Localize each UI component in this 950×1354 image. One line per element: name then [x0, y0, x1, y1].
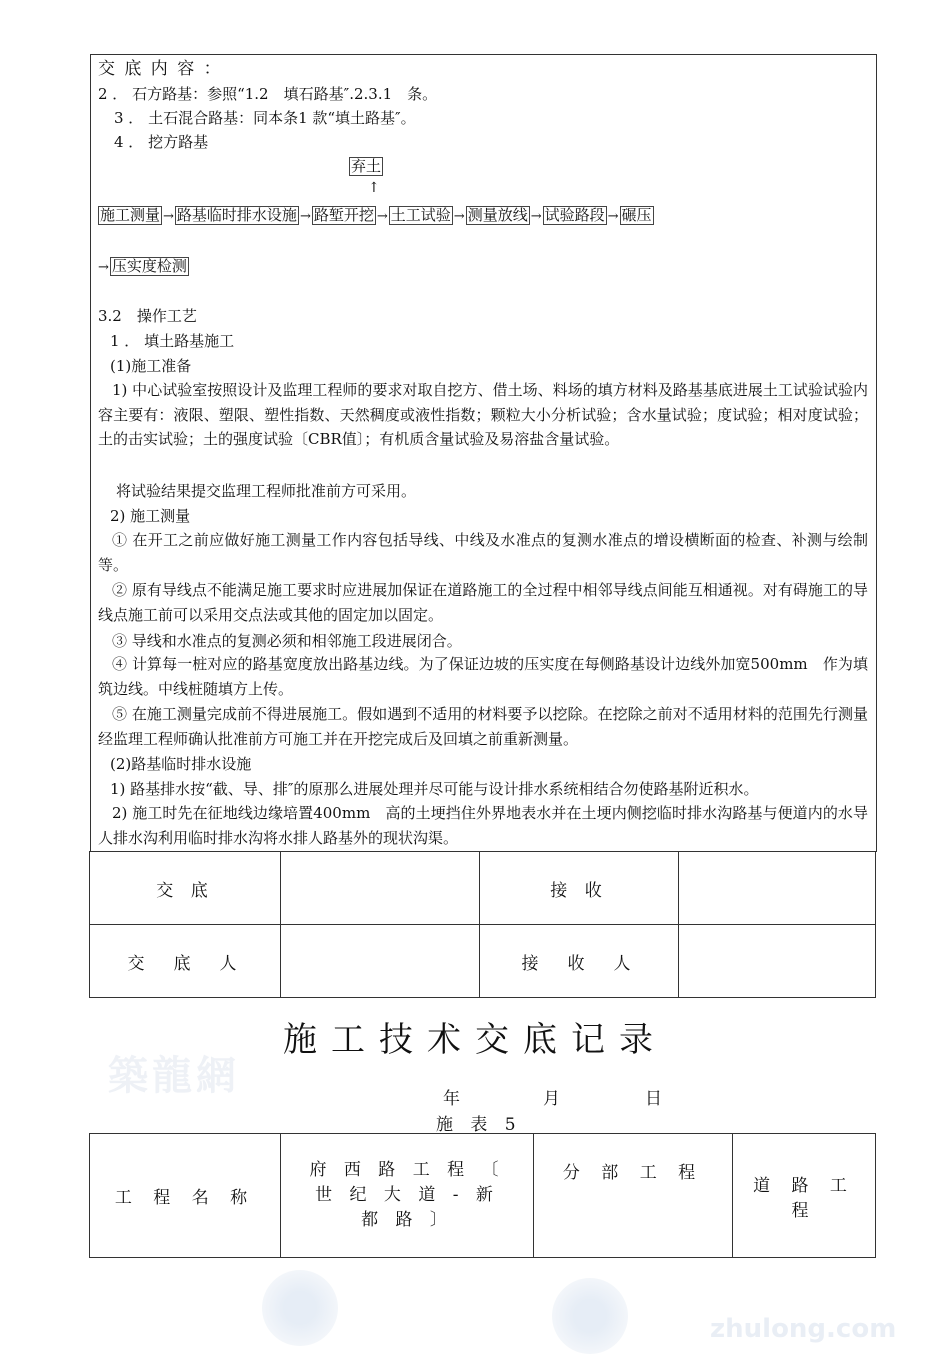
flow-spoil-box — [349, 157, 383, 176]
section-1: 1 ． 填土路基施工 — [110, 332, 235, 350]
watermark-logo-icon — [552, 1278, 628, 1354]
paragraph-test: 1) 中心试验室按照设计及监理工程师的要求对取自挖方、借土场、料场的填方材料及路基基底进展土工试验试验内容主要有：液限、塑限、塑性指数、天然稠度或液性指数；颗粒大小分析试验；含水量试验；度试验；相对度试验；土的击实试验；土的强度试验〔CBR值〕；有机质含量试验及易溶盐含量试验。 — [98, 381, 868, 449]
arrow-right-icon: → — [453, 209, 465, 224]
record-title: 施工技术交底记录 — [283, 1020, 667, 1060]
arrow-right-icon: → — [98, 260, 109, 275]
arrow-right-icon: → — [530, 209, 542, 224]
flow-step: 测量放线 — [467, 206, 528, 224]
subproject-value: 道 路 工 程 — [733, 1134, 876, 1258]
arrow-right-icon: → — [607, 209, 619, 224]
date-month: 月 — [543, 1089, 560, 1109]
signature-table — [89, 851, 876, 998]
handover-field[interactable] — [281, 852, 480, 925]
flow-step-spoil: 弃土 — [351, 157, 382, 175]
survey-item-3: ③ 导线和水准点的复测必须和相邻施工段进展闭合。 — [112, 632, 462, 650]
item-2: 2 ． 石方路基：参照“1.2 填石路基″.2.3.1 条。 — [98, 85, 438, 103]
watermark-url: zhulong.com — [710, 1314, 897, 1344]
section-3-2: 3.2 操作工艺 — [98, 307, 197, 325]
form-number: 施 表 5 — [436, 1115, 522, 1135]
flow-step: 碾压 — [621, 206, 652, 224]
item-3: 3 ． 土石混合路基：同本条1 款“填土路基″。 — [114, 109, 416, 127]
project-name-value: 府 西 路 工 程 〔 世 纪 大 道 - 新 都 路 〕 — [281, 1134, 534, 1258]
project-info-table — [89, 1133, 876, 1258]
item-4: 4 ． 挖方路基 — [114, 133, 209, 151]
watermark-logo-icon — [262, 1270, 338, 1346]
flow-chart — [98, 206, 654, 225]
flow-up-arrow-icon: ↑ — [368, 180, 380, 196]
flow-step: 土工试验 — [390, 206, 451, 224]
watermark-text: 築龍網 — [108, 1052, 240, 1099]
subsection-1: (1)施工准备 — [110, 357, 192, 375]
flow-step: 路基临时排水设施 — [176, 206, 297, 224]
flow-chart-continued — [98, 257, 189, 276]
flow-step: 试验路段 — [544, 206, 605, 224]
project-name-label: 工 程 名 称 — [90, 1134, 281, 1258]
receiver-label: 接 收 人 — [480, 925, 679, 998]
arrow-right-icon: → — [163, 209, 174, 224]
survey-item-2: ② 原有导线点不能满足施工要求时应进展加保证在道路施工的全过程中相邻导线点间能互相通视。对有碍施工的导线点施工前可以采用交点法或其他的固定加以固定。 — [98, 581, 868, 624]
flow-step: 路堑开挖 — [313, 206, 374, 224]
arrow-right-icon: → — [376, 209, 388, 224]
paragraph-test-result: 将试验结果提交监理工程师批准前方可采用。 — [116, 482, 417, 500]
receiver-field[interactable] — [679, 925, 876, 998]
drainage-item-1: 1) 路基排水按“截、导、排″的原那么进展处理并尽可能与设计排水系统相结合勿使路基附近积水。 — [110, 780, 759, 798]
subsection-survey: 2) 施工测量 — [110, 507, 191, 525]
subsection-drainage: (2)路基临时排水设施 — [110, 755, 252, 773]
subproject-label: 分 部 工 程 — [534, 1134, 733, 1258]
date-year: 年 — [443, 1089, 460, 1109]
receive-field[interactable] — [679, 852, 876, 925]
survey-item-1: ① 在开工之前应做好施工测量工作内容包括导线、中线及水准点的复测水准点的增设横断面的检查、补测与绘制等。 — [98, 531, 868, 574]
survey-item-4: ④ 计算每一桩对应的路基宽度放出路基边线。为了保证边坡的压实度在每侧路基设计边线外加宽500mm 作为填筑边线。中线桩随填方上传。 — [98, 655, 868, 698]
content-header: 交 底 内 容 ： — [98, 59, 223, 79]
handover-person-field[interactable] — [281, 925, 480, 998]
receive-label: 接 收 — [480, 852, 679, 925]
survey-item-5: ⑤ 在施工测量完成前不得进展施工。假如遇到不适用的材料要予以挖除。在挖除之前对不适用材料的范围先行测量经监理工程师确认批准前方可施工并在开挖完成后及回填之前重新测量。 — [98, 705, 868, 748]
date-day: 日 — [645, 1089, 662, 1109]
drainage-item-2: 2) 施工时先在征地线边缘培置400mm 高的土埂挡住外界地表水并在土埂内侧挖临时排水沟路基与便道内的水导人排水沟利用临时排水沟将水排人路基外的现状沟渠。 — [98, 804, 868, 847]
flow-step: 施工测量 — [100, 206, 161, 224]
arrow-right-icon: → — [299, 209, 311, 224]
handover-label: 交 底 — [90, 852, 281, 925]
handover-person-label: 交 底 人 — [90, 925, 281, 998]
flow-step-compaction-test: 压实度检测 — [111, 257, 187, 275]
